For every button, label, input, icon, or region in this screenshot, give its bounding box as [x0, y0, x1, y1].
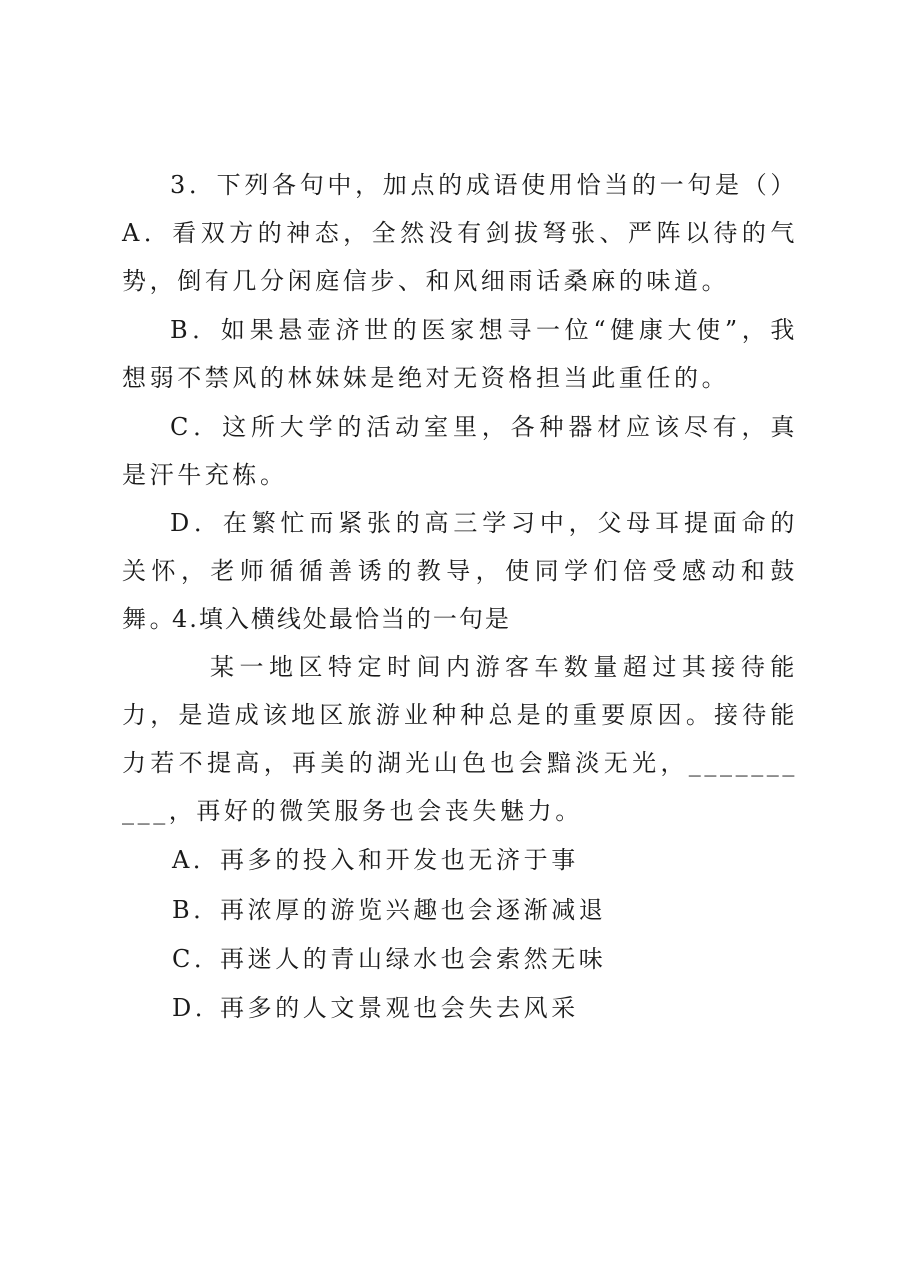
option-letter: A． [172, 846, 221, 874]
option-letter: C． [172, 945, 222, 973]
option-text: 再浓厚的游览兴趣也会逐渐减退 [220, 896, 607, 924]
question-3-option-b: B．如果悬壶济世的医家想寻一位“健康大使”，我想弱不禁风的林妹妹是绝对无资格担当此重任的。 [122, 316, 798, 392]
option-letter: D． [172, 994, 223, 1022]
question-3-stem: 3．下列各句中，加点的成语使用恰当的一句是（）A．看双方的神态，全然没有剑拔弩张、严阵以待的气势，倒有几分闲庭信步、和风细雨话桑麻的味道。 [122, 171, 798, 295]
question-4-passage: 某一地区特定时间内游客车数量超过其接待能力，是造成该地区旅游业种种总是的重要原因。接待能力若不提高，再美的湖光山色也会黯淡无光，__________，再好的微笑服务也会丧失魅力。 [122, 653, 798, 825]
option-text: 再多的投入和开发也无济于事 [220, 846, 579, 874]
option-text: 再迷人的青山绿水也会索然无味 [220, 945, 607, 973]
question-3-option-d: D．在繁忙而紧张的高三学习中，父母耳提面命的关怀，老师循循善诱的教导，使同学们倍受感动和鼓舞。 [122, 509, 798, 633]
question-4-option-a [172, 836, 792, 884]
question-4-option-d [172, 984, 792, 1032]
question-3-option-c: C．这所大学的活动室里，各种器材应该尽有，真是汗牛充栋。 [122, 413, 798, 489]
question-4-title: 4.填入横线处最恰当的一句是 [172, 605, 511, 633]
question-4-option-c [172, 935, 792, 983]
option-text: 再多的人文景观也会失去风采 [220, 994, 579, 1022]
option-letter: B． [172, 896, 221, 924]
question-4-option-b [172, 886, 792, 934]
